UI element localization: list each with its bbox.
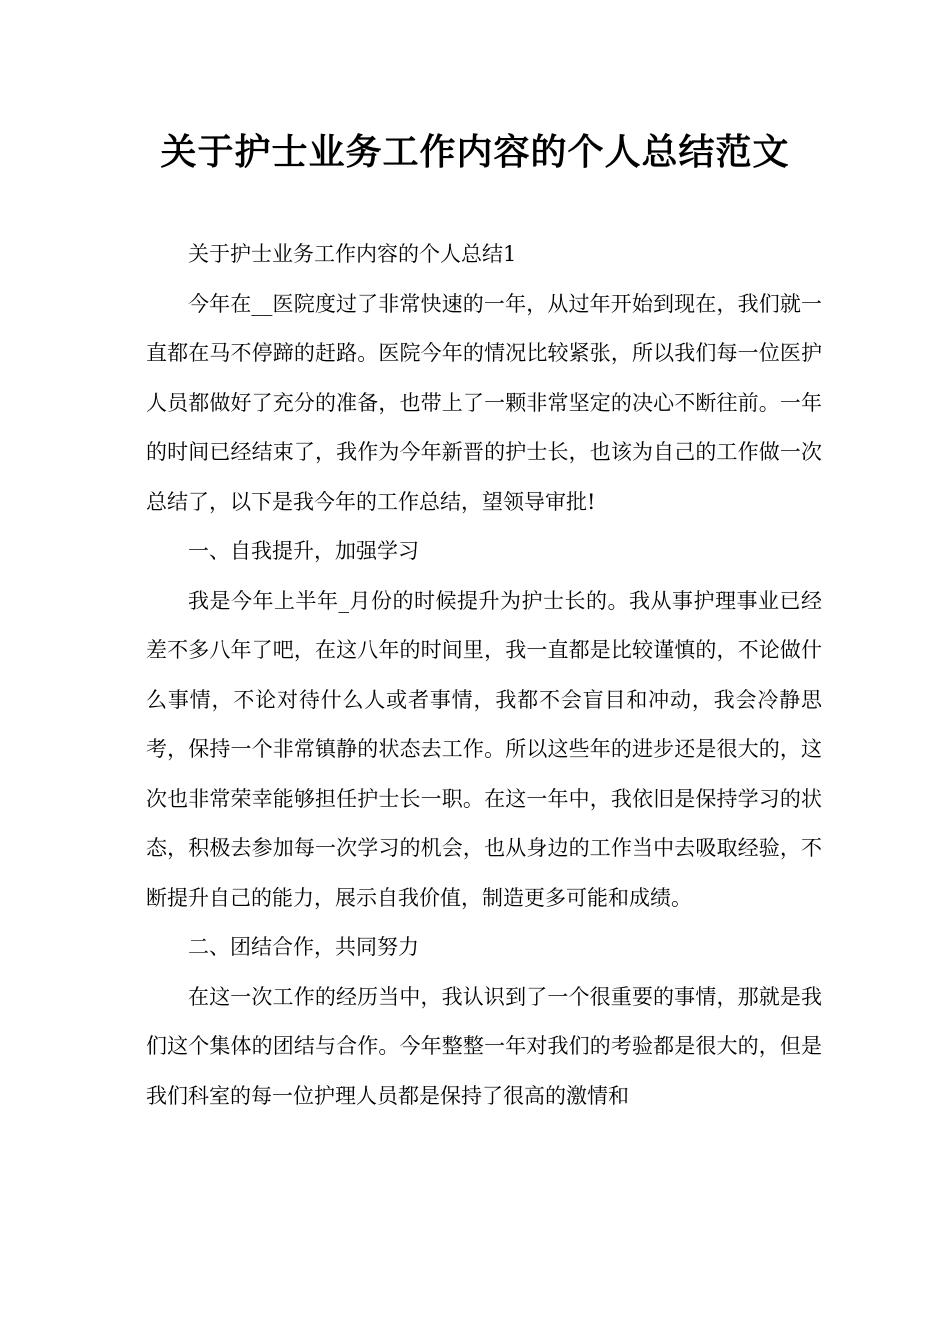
section-heading: 一、自我提升，加强学习 <box>188 539 419 563</box>
section-heading: 二、团结合作，共同努力 <box>188 935 419 959</box>
body-paragraph: 在这一次工作的经历当中，我认识到了一个很重要的事情，那就是我们这个集体的团结与合作。今年整整一年对我们的考验都是很大的，但是我们科室的每一位护理人员都是保持了很高的激情和 <box>146 984 822 1108</box>
body-paragraph: 今年在__医院度过了非常快速的一年，从过年开始到现在，我们就一直都在马不停蹄的赶路。医院今年的情况比较紧张，所以我们每一位医护人员都做好了充分的准备，也带上了一颗非常坚定的决心不断往前。一年的时间已经结束了，我作为今年新晋的护士长，也该为自己的工作做一次总结了，以下是我今年的工作总结，望领导审批! <box>146 291 822 514</box>
body-paragraph: 我是今年上半年_月份的时候提升为护士长的。我从事护理事业已经差不多八年了吧，在这八年的时间里，我一直都是比较谨慎的，不论做什么事情，不论对待什么人或者事情，我都不会盲目和冲动，我会冷静思考，保持一个非常镇静的状态去工作。所以这些年的进步还是很大的，这次也非常荣幸能够担任护士长一职。在这一年中，我依旧是保持学习的状态，积极去参加每一次学习的机会，也从身边的工作当中去吸取经验，不断提升自己的能力，展示自我价值，制造更多可能和成绩。 <box>146 588 822 910</box>
document-body <box>146 230 822 1121</box>
document-title: 关于护士业务工作内容的个人总结范文 <box>160 132 790 173</box>
section-heading: 关于护士业务工作内容的个人总结1 <box>188 242 517 266</box>
